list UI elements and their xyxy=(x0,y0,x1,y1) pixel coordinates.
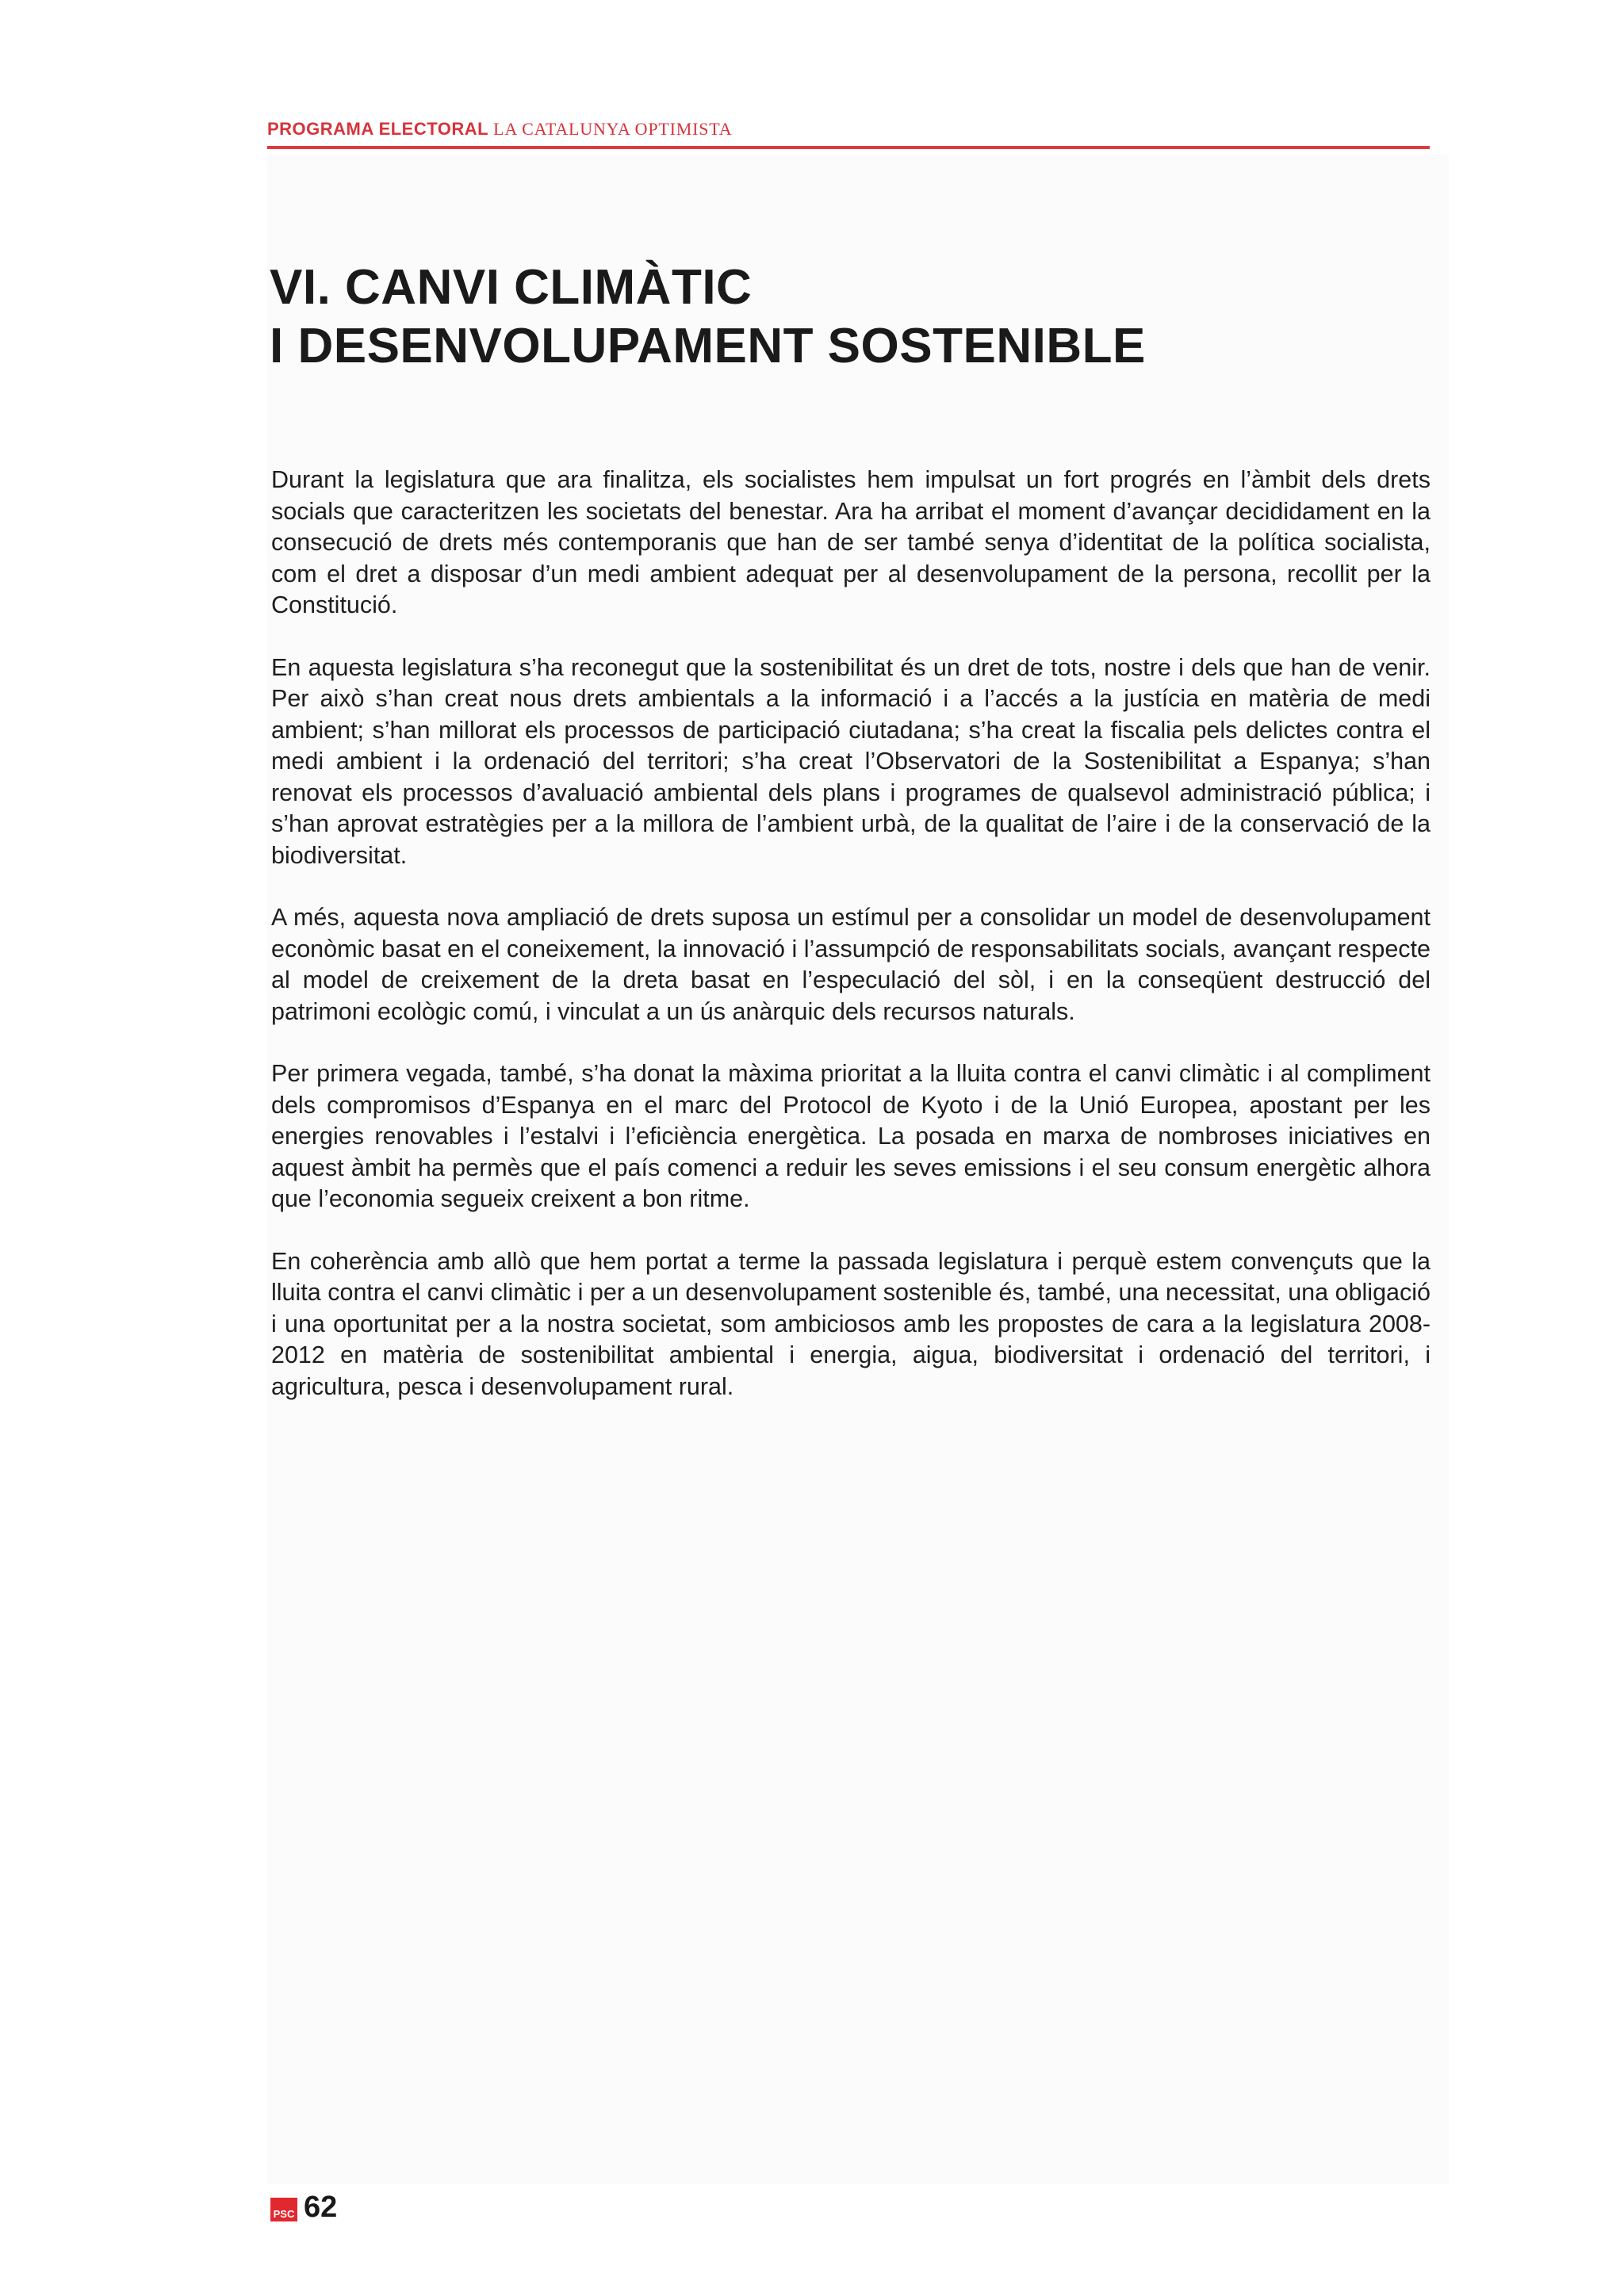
paragraph: En coherència amb allò que hem portat a terme la passada legislatura i perquè estem convençuts que la lluita contra el canvi climàtic i per a un desenvolupament sostenible és, també, una necessitat, una obligació i una oportunitat per a la nostra societat, som ambiciosos amb les propostes de cara a la legislatura 2008-2012 en matèria de sostenibilitat ambiental i energia, aigua, biodiversitat i ordenació del territori, i agricultura, pesca i desenvolupament rural. xyxy=(271,1247,1431,1400)
psc-logo-text: PSC xyxy=(273,2208,295,2220)
body-text xyxy=(271,465,1431,1433)
chapter-title-line-1: VI. CANVI CLIMÀTIC xyxy=(270,260,753,315)
paragraph: Per primera vegada, també, s’ha donat la màxima prioritat a la lluita contra el canvi climàtic i al compliment dels compromisos d’Espanya en el marc del Protocol de Kyoto i de la Unió Europea, apostant per les energies renovables i l’estalvi i l’eficiència energètica. La posada en marxa de nombroses iniciatives en aquest àmbit ha permès que el país comenci a reduir les seves emissions i el seu consum energètic alhora que l’economia segueix creixent a bon ritme. xyxy=(271,1060,1431,1212)
running-header xyxy=(267,119,1430,149)
chapter-title xyxy=(270,258,1427,376)
paragraph: A més, aquesta nova ampliació de drets suposa un estímul per a consolidar un model de desenvolupament econòmic basat en el coneixement, la innovació i l’assumpció de responsabilitats socials, avançant respecte al model de creixement de la dreta basat en l’especulació del sòl, i en la conseqüent destrucció del patrimoni ecològic comú, i vinculat a un ús anàrquic dels recursos naturals. xyxy=(271,904,1431,1025)
header-program-label: PROGRAMA ELECTORAL xyxy=(267,119,489,139)
chapter-title-line-2: I DESENVOLUPAMENT SOSTENIBLE xyxy=(270,319,1146,373)
paragraph: En aquesta legislatura s’ha reconegut que la sostenibilitat és un dret de tots, nostre i dels que han de venir. Per això s’han creat nous drets ambientals a la informació i a l’accés a la justícia en matèria de medi ambient; s’han millorat els processos de participació ciutadana; s’ha creat la fiscalia pels delictes contra el medi ambient i la ordenació del territori; s’ha creat l’Observatori de la Sostenibilitat a Espanya; s’han renovat els processos d’avaluació ambiental dels plans i programes de qualsevol administració pública; i s’han aprovat estratègies per a la millora de l’ambient urbà, de la qualitat de l’aire i de la conservació de la biodiversitat. xyxy=(271,653,1431,869)
paragraph: Durant la legislatura que ara finalitza, els socialistes hem impulsat un fort progrés en l’àmbit dels drets socials que caracteritzen les societats del benestar. Ara ha arribat el moment d’avançar decididament en la consecució de drets més contemporanis que han de ser també senya d’identitat de la política socialista, com el dret a disposar d’un medi ambient adequat per al desenvolupament de la persona, recollit per la Constitució. xyxy=(271,466,1431,618)
page-number: 62 xyxy=(304,2191,338,2224)
header-subtitle: LA CATALUNYA OPTIMISTA xyxy=(493,119,733,139)
page-footer xyxy=(270,2190,338,2224)
psc-logo xyxy=(270,2198,297,2221)
